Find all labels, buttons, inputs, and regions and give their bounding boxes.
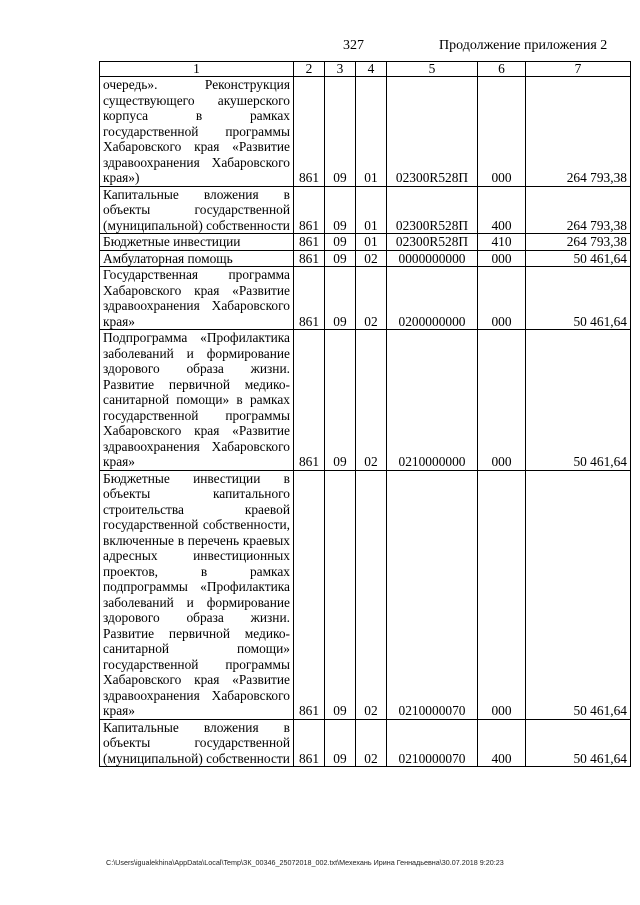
file-path-footer: C:\Users\igualekhina\AppData\Local\Temp\ЗК_00346_25072018_002.txt\Мехехань Ирина Геннадьевна\30.07.2018 9:20:23 bbox=[106, 858, 504, 867]
row-expense-type: 400 bbox=[478, 186, 526, 234]
row-subsection-code: 02 bbox=[356, 330, 387, 471]
row-ministry-code: 861 bbox=[294, 77, 325, 187]
row-ministry-code: 861 bbox=[294, 186, 325, 234]
column-header: 3 bbox=[325, 62, 356, 77]
row-subsection-code: 01 bbox=[356, 77, 387, 187]
row-section-code: 09 bbox=[325, 267, 356, 330]
row-amount: 50 461,64 bbox=[526, 330, 631, 471]
row-name: Подпрограмма «Профилактика заболеваний и формирование здорового образа жизни. Развитие первичной медико-санитарной помощи» в рамках государственной программы Хабаровского края «Развитие здравоохранения Хабаровского края» bbox=[100, 330, 294, 471]
table-row bbox=[100, 186, 631, 234]
table-row bbox=[100, 234, 631, 251]
row-section-code: 09 bbox=[325, 719, 356, 767]
row-expense-type: 000 bbox=[478, 330, 526, 471]
row-name: Бюджетные инвестиции bbox=[100, 234, 294, 251]
column-header: 5 bbox=[387, 62, 478, 77]
row-amount: 50 461,64 bbox=[526, 719, 631, 767]
row-target-code: 0210000070 bbox=[387, 719, 478, 767]
table-row bbox=[100, 77, 631, 187]
row-target-code: 02300R528П bbox=[387, 234, 478, 251]
column-header: 1 bbox=[100, 62, 294, 77]
table-row bbox=[100, 470, 631, 719]
table-row bbox=[100, 330, 631, 471]
row-amount: 264 793,38 bbox=[526, 234, 631, 251]
row-amount: 50 461,64 bbox=[526, 250, 631, 267]
row-target-code: 0210000070 bbox=[387, 470, 478, 719]
row-ministry-code: 861 bbox=[294, 267, 325, 330]
row-section-code: 09 bbox=[325, 186, 356, 234]
row-expense-type: 000 bbox=[478, 77, 526, 187]
budget-table bbox=[99, 61, 631, 767]
row-target-code: 0210000000 bbox=[387, 330, 478, 471]
row-ministry-code: 861 bbox=[294, 330, 325, 471]
column-header: 2 bbox=[294, 62, 325, 77]
table-row bbox=[100, 250, 631, 267]
row-name: Капитальные вложения в объекты государственной (муниципальной) собственности bbox=[100, 719, 294, 767]
row-subsection-code: 02 bbox=[356, 267, 387, 330]
row-expense-type: 000 bbox=[478, 250, 526, 267]
row-expense-type: 400 bbox=[478, 719, 526, 767]
row-section-code: 09 bbox=[325, 77, 356, 187]
row-section-code: 09 bbox=[325, 330, 356, 471]
row-amount: 50 461,64 bbox=[526, 470, 631, 719]
table-row bbox=[100, 719, 631, 767]
row-name: Капитальные вложения в объекты государственной (муниципальной) собственности bbox=[100, 186, 294, 234]
row-name: Амбулаторная помощь bbox=[100, 250, 294, 267]
row-subsection-code: 02 bbox=[356, 719, 387, 767]
row-amount: 264 793,38 bbox=[526, 77, 631, 187]
row-section-code: 09 bbox=[325, 250, 356, 267]
row-ministry-code: 861 bbox=[294, 234, 325, 251]
row-name: очередь». Реконструкция существующего акушерского корпуса в рамках государственной программы Хабаровского края «Развитие здравоохранения Хабаровского края») bbox=[100, 77, 294, 187]
row-target-code: 02300R528П bbox=[387, 186, 478, 234]
row-section-code: 09 bbox=[325, 234, 356, 251]
row-target-code: 0200000000 bbox=[387, 267, 478, 330]
row-name: Государственная программа Хабаровского края «Развитие здравоохранения Хабаровского края» bbox=[100, 267, 294, 330]
row-expense-type: 410 bbox=[478, 234, 526, 251]
table-row bbox=[100, 267, 631, 330]
row-target-code: 0000000000 bbox=[387, 250, 478, 267]
row-name: Бюджетные инвестиции в объекты капитального строительства краевой государственной собственности, включенные в перечень краевых адресных инвестиционных проектов, в рамках подпрограммы «Профилактика заболеваний и формирование здорового образа жизни. Развитие первичной медико-санитарной помощи» государственной программы Хабаровского края «Развитие здравоохранения Хабаровского края» bbox=[100, 470, 294, 719]
column-header: 4 bbox=[356, 62, 387, 77]
row-amount: 264 793,38 bbox=[526, 186, 631, 234]
row-subsection-code: 02 bbox=[356, 470, 387, 719]
row-expense-type: 000 bbox=[478, 470, 526, 719]
row-target-code: 02300R528П bbox=[387, 77, 478, 187]
row-ministry-code: 861 bbox=[294, 250, 325, 267]
column-header: 6 bbox=[478, 62, 526, 77]
row-subsection-code: 01 bbox=[356, 234, 387, 251]
row-ministry-code: 861 bbox=[294, 470, 325, 719]
row-expense-type: 000 bbox=[478, 267, 526, 330]
row-subsection-code: 02 bbox=[356, 250, 387, 267]
row-ministry-code: 861 bbox=[294, 719, 325, 767]
table-header-row bbox=[100, 62, 631, 77]
row-section-code: 09 bbox=[325, 470, 356, 719]
page-number: 327 bbox=[343, 38, 364, 53]
row-amount: 50 461,64 bbox=[526, 267, 631, 330]
appendix-continuation-label: Продолжение приложения 2 bbox=[439, 38, 608, 53]
column-header: 7 bbox=[526, 62, 631, 77]
row-subsection-code: 01 bbox=[356, 186, 387, 234]
